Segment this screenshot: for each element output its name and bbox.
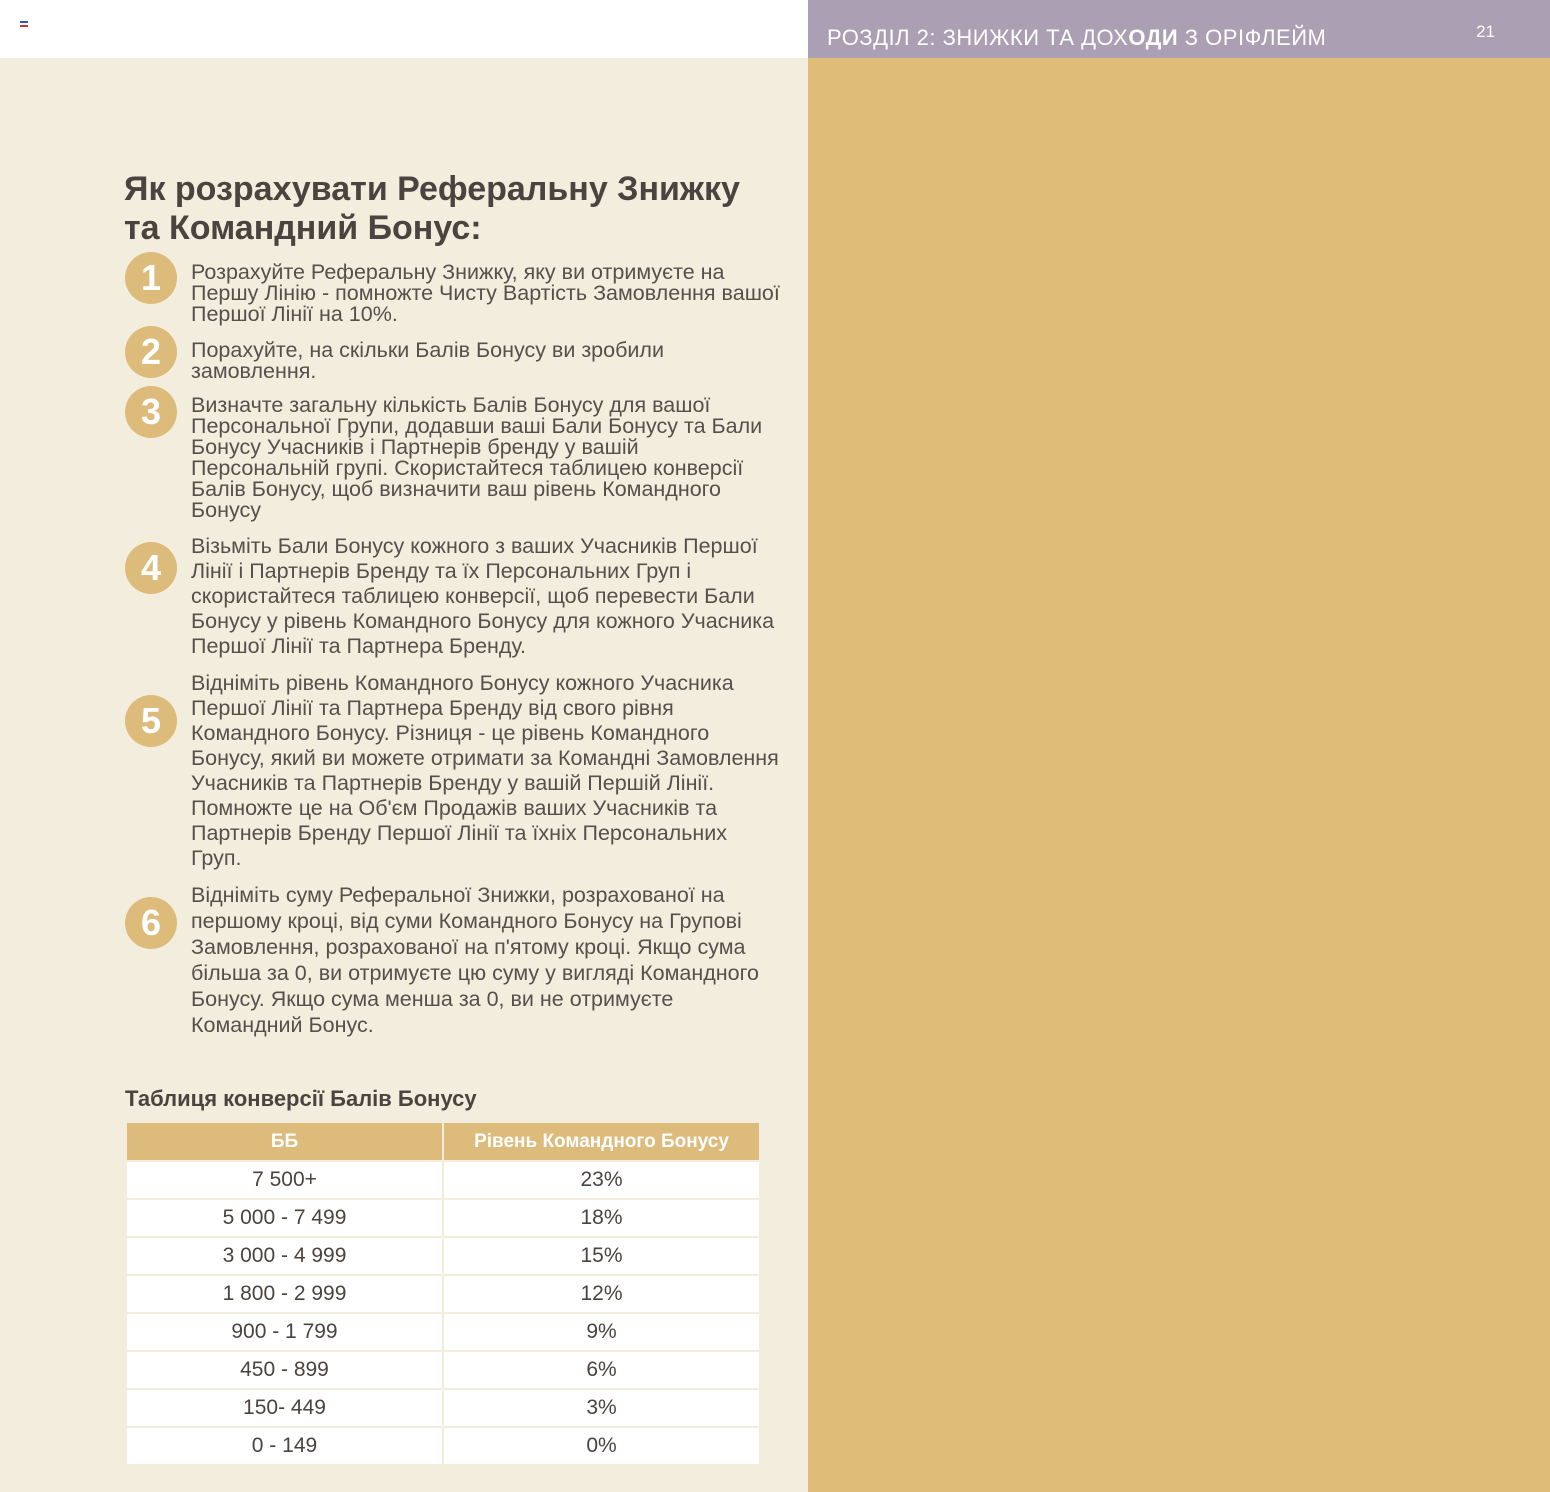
bonus-level-cell: 15% [443,1237,760,1275]
column-header-level: Рівень Командного Бонусу [443,1122,760,1161]
table-row [126,1427,760,1465]
table-row [126,1199,760,1237]
bb-range-cell: 150- 449 [126,1389,443,1427]
flag-icon [20,21,28,27]
step-number-badge: 4 [125,542,177,594]
bonus-level-cell: 6% [443,1351,760,1389]
top-bar-left [0,0,808,58]
step-number-badge: 5 [125,695,177,747]
table-header-row [126,1122,760,1161]
bb-range-cell: 7 500+ [126,1161,443,1199]
bonus-conversion-table [125,1121,761,1466]
bb-range-cell: 900 - 1 799 [126,1313,443,1351]
table-row [126,1161,760,1199]
section-title [827,25,1326,51]
step-number-badge: 3 [125,386,177,438]
bonus-level-cell: 12% [443,1275,760,1313]
section-header-bar [808,0,1550,58]
section-title-bold: ОДИ [1128,25,1179,50]
bonus-level-cell: 9% [443,1313,760,1351]
page-number: 21 [1476,22,1495,41]
table-title: Таблиця конверсії Балів Бонусу [125,1086,477,1111]
step-number-badge: 6 [125,897,177,949]
step-number-badge: 1 [125,252,177,304]
table-row [126,1351,760,1389]
bonus-level-cell: 3% [443,1389,760,1427]
table-row [126,1313,760,1351]
step-text: Відніміть рівень Командного Бонусу кожного Учасника Першої Лінії та Партнера Бренду від свого рівня Командного Бонусу. Різниця - це рівень Командного Бонусу, який ви можете отримати за Командні Замовлення Учасників та Партнерів Бренду у вашій Першій Лінії. Помножте це на Об'єм Продажів ваших Учасників та Партнерів Бренду Першої Лінії та їхніх Персональних Груп. [191,671,779,870]
table-row [126,1389,760,1427]
bb-range-cell: 450 - 899 [126,1351,443,1389]
step-text: Розрахуйте Реферальну Знижку, яку ви отримуєте на Першу Лінію - помножте Чисту Вартість Замовлення вашої Першої Лінії на 10%. [191,260,780,326]
table-row [126,1237,760,1275]
bb-range-cell: 5 000 - 7 499 [126,1199,443,1237]
step-text: Візьміть Бали Бонусу кожного з ваших Учасників Першої Лінії і Партнерів Бренду та їх Персональних Груп і скористайтеся таблицею конверсії, щоб перевести Бали Бонусу у рівень Командного Бонусу для кожного Учасника Першої Лінії та Партнера Бренду. [191,534,775,658]
section-title-prefix: РОЗДІЛ 2: ЗНИЖКИ ТА ДОХ [827,25,1129,50]
step-number-badge: 2 [125,326,177,378]
bb-range-cell: 0 - 149 [126,1427,443,1465]
bonus-level-cell: 0% [443,1427,760,1465]
column-header-bb: ББ [126,1122,443,1161]
section-title-suffix: З ОРІФЛЕЙМ [1178,25,1327,50]
table-row [126,1275,760,1313]
bb-range-cell: 3 000 - 4 999 [126,1237,443,1275]
step-text: Порахуйте, на скільки Балів Бонусу ви зробили замовлення. [191,338,664,383]
right-color-panel [808,58,1550,1492]
bonus-level-cell: 23% [443,1161,760,1199]
bb-range-cell: 1 800 - 2 999 [126,1275,443,1313]
page-heading: Як розрахувати Реферальну Знижку та Командний Бонус: [124,170,740,247]
bonus-level-cell: 18% [443,1199,760,1237]
step-text: Визначте загальну кількість Балів Бонусу для вашої Персональної Групи, додавши ваші Бали Бонусу та Бали Бонусу Учасників і Партнерів бренду у вашій Персональній групі. Скористайтеся таблицею конверсії Балів Бонусу, щоб визначити ваш рівень Командного Бонусу [191,393,763,522]
step-text: Відніміть суму Реферальної Знижки, розрахованої на першому кроці, від суми Командного Бонусу на Групові Замовлення, розрахованої на п'ятому кроці. Якщо сума більша за 0, ви отримуєте цю суму у вигляді Командного Бонусу. Якщо сума менша за 0, ви не отримуєте Командний Бонус. [191,883,759,1037]
